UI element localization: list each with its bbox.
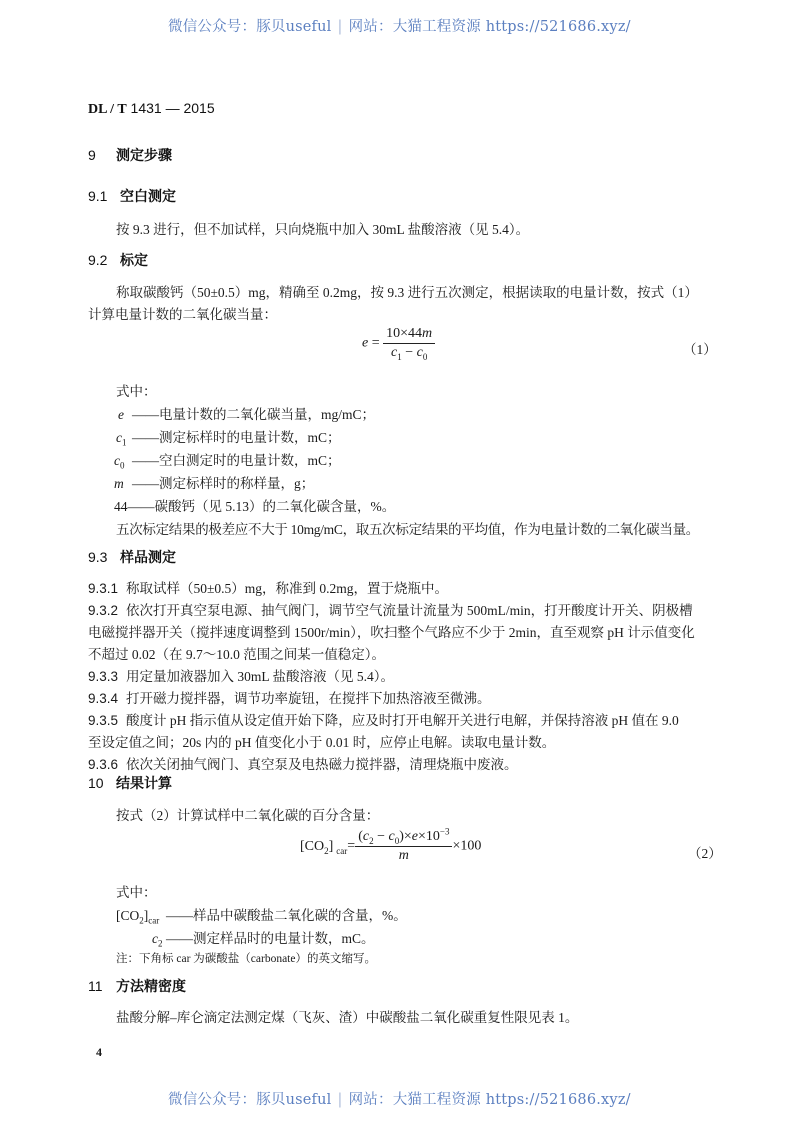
- watermark-right-text: 网站：大猫工程资源 https://521686.xyz/: [348, 1092, 631, 1108]
- footnote: 注：下角标 car 为碳酸盐（carbonate）的英文缩写。: [116, 953, 376, 965]
- section-title: 结果计算: [116, 775, 172, 791]
- item-9-3-2: [88, 599, 693, 619]
- standard-code-number: 1431 — 2015: [126, 100, 215, 116]
- section-9-1-heading: [88, 186, 176, 206]
- section-9-heading: [88, 145, 172, 165]
- formula-1-equals: =: [371, 335, 380, 351]
- var-desc: ——电量计数的二氧化碳当量，mg/mC；: [132, 407, 376, 422]
- section-9-1-text: 按 9.3 进行，但不加试样，只向烧瓶中加入 30mL 盐酸溶液（见 5.4）。: [116, 222, 530, 237]
- var-desc: ——碳酸钙（见 5.13）的二氧化碳含量，%。: [127, 499, 396, 514]
- var-row-c2: [152, 927, 375, 947]
- formula-1-lhs: e: [362, 335, 369, 351]
- section-number: 9.1: [88, 188, 108, 204]
- item-text: 称取试样（50±0.5）mg，称准到 0.2mg，置于烧瓶中。: [126, 581, 449, 596]
- section-number: 9.2: [88, 252, 108, 268]
- var-symbol: $[CO_2]_{car}$: [116, 908, 160, 926]
- section-title: 空白测定: [120, 188, 176, 204]
- item-text: 酸度计 pH 指示值从设定值开始下降，应及时打开电解开关进行电解，并保持溶液 pH 值在 9.0: [126, 713, 679, 728]
- section-9-3-heading: [88, 547, 176, 567]
- item-number: 9.3.2: [88, 603, 119, 618]
- item-9-3-6: [88, 753, 518, 773]
- var-symbol: 44: [114, 499, 128, 514]
- item-9-3-2-line2: 电磁搅拌器开关（搅拌速度调整到 1500r/min），吹扫整个气路应不少于 2min，直至观察 pH 计示值变化: [88, 625, 695, 640]
- section-9-2-conclusion: 五次标定结果的极差应不大于 10mg/mC，取五次标定结果的平均值，作为电量计数的二氧化碳当量。: [116, 522, 699, 537]
- item-9-3-5-line2: 至设定值之间；20s 内的 pH 值变化小于 0.01 时，应停止电解。读取电量计数。: [88, 735, 556, 750]
- where-label-1: 式中：: [116, 384, 157, 399]
- section-10-heading: [88, 773, 172, 793]
- watermark-separator: |: [337, 1092, 343, 1108]
- var-row-44: [114, 495, 395, 515]
- var-desc: ——空白测定时的电量计数，mC；: [132, 453, 341, 468]
- var-row-e: [118, 403, 375, 423]
- section-9-2-text-line1: 称取碳酸钙（50±0.5）mg，精确至 0.2mg，按 9.3 进行五次测定，根据读取的电量计数，按式（1）: [116, 285, 698, 300]
- var-desc: ——测定标样时的称样量，g；: [132, 476, 315, 491]
- standard-code: [88, 100, 215, 118]
- item-number: 9.3.6: [88, 757, 119, 772]
- var-symbol: $c_2$: [152, 931, 163, 949]
- item-number: 9.3.5: [88, 713, 119, 728]
- section-9-2-heading: [88, 250, 148, 270]
- section-number: 11: [88, 978, 103, 994]
- item-number: 9.3.3: [88, 669, 119, 684]
- var-row-m: [114, 472, 314, 492]
- section-title: 测定步骤: [116, 147, 172, 163]
- watermark-left-text: 微信公众号：豚贝useful: [168, 1092, 332, 1108]
- item-9-3-4: [88, 687, 491, 707]
- section-number: 9: [88, 147, 96, 163]
- watermark-bottom: [168, 1088, 631, 1109]
- var-row-co2car: [116, 904, 407, 924]
- item-text: 打开磁力搅拌器，调节功率旋钮，在搅拌下加热溶液至微沸。: [126, 691, 491, 706]
- formula-1-number: （1）: [683, 342, 717, 357]
- formula-2: [300, 826, 482, 864]
- section-9-2-text-line2: 计算电量计数的二氧化碳当量：: [88, 307, 277, 322]
- var-symbol: $c_1$: [116, 430, 127, 448]
- item-text: 用定量加液器加入 30mL 盐酸溶液（见 5.4）。: [126, 669, 394, 684]
- var-symbol: $c_0$: [114, 453, 125, 471]
- formula-2-tail: ×100: [452, 838, 482, 854]
- var-symbol: m: [114, 476, 124, 491]
- section-10-text: 按式（2）计算试样中二氧化碳的百分含量：: [116, 808, 380, 823]
- section-11-heading: [88, 976, 186, 996]
- item-9-3-2-line3: 不超过 0.02（在 9.7～10.0 范围之间某一值稳定）。: [88, 647, 385, 662]
- var-row-c1: [116, 426, 341, 446]
- item-9-3-3: [88, 665, 394, 685]
- watermark-top: [168, 15, 631, 36]
- formula-2-equals: =: [347, 838, 356, 854]
- watermark-separator: |: [337, 19, 343, 35]
- formula-1-numerator: 10×44m: [383, 326, 435, 344]
- formula-2-number: （2）: [688, 846, 722, 861]
- var-desc: ——测定标样时的电量计数，mC；: [132, 430, 341, 445]
- section-number: 9.3: [88, 549, 108, 565]
- var-row-c0: [114, 449, 341, 469]
- item-text: 依次打开真空泵电源、抽气阀门，调节空气流量计流量为 500mL/min，打开酸度计开关、阴极槽: [126, 603, 693, 618]
- section-title: 方法精密度: [116, 978, 186, 994]
- formula-2-fraction: [355, 826, 452, 864]
- formula-1-fraction: [383, 326, 435, 361]
- var-desc: ——样品中碳酸盐二氧化碳的含量，%。: [166, 908, 407, 923]
- page-number: 4: [96, 1045, 102, 1059]
- watermark-right-text: 网站：大猫工程资源 https://521686.xyz/: [348, 19, 631, 35]
- item-9-3-5: [88, 709, 679, 729]
- var-desc: ——测定样品时的电量计数，mC。: [166, 931, 375, 946]
- formula-2-numerator: $(c_2 - c_0)\times e\times 10^{-3}$: [355, 829, 452, 847]
- section-title: 标定: [120, 252, 148, 268]
- section-title: 样品测定: [120, 549, 176, 565]
- formula-2-denominator: m: [398, 848, 409, 863]
- standard-code-prefix: DL / T: [88, 102, 127, 117]
- formula-1: [362, 326, 435, 361]
- item-text: 依次关闭抽气阀门、真空泵及电热磁力搅拌器，清理烧瓶中废液。: [126, 757, 518, 772]
- formula-2-lhs: $[CO_2]$ $_{car}$: [300, 838, 348, 856]
- watermark-left-text: 微信公众号：豚贝useful: [168, 19, 332, 35]
- section-number: 10: [88, 775, 104, 791]
- where-label-2: 式中：: [116, 885, 157, 900]
- item-9-3-1: [88, 577, 448, 597]
- item-number: 9.3.4: [88, 691, 119, 706]
- var-symbol: e: [118, 407, 124, 422]
- formula-1-denominator: $c_1 - c_0$: [390, 345, 428, 362]
- item-number: 9.3.1: [88, 581, 119, 596]
- section-11-text: 盐酸分解–库仑滴定法测定煤（飞灰、渣）中碳酸盐二氧化碳重复性限见表 1。: [116, 1010, 579, 1025]
